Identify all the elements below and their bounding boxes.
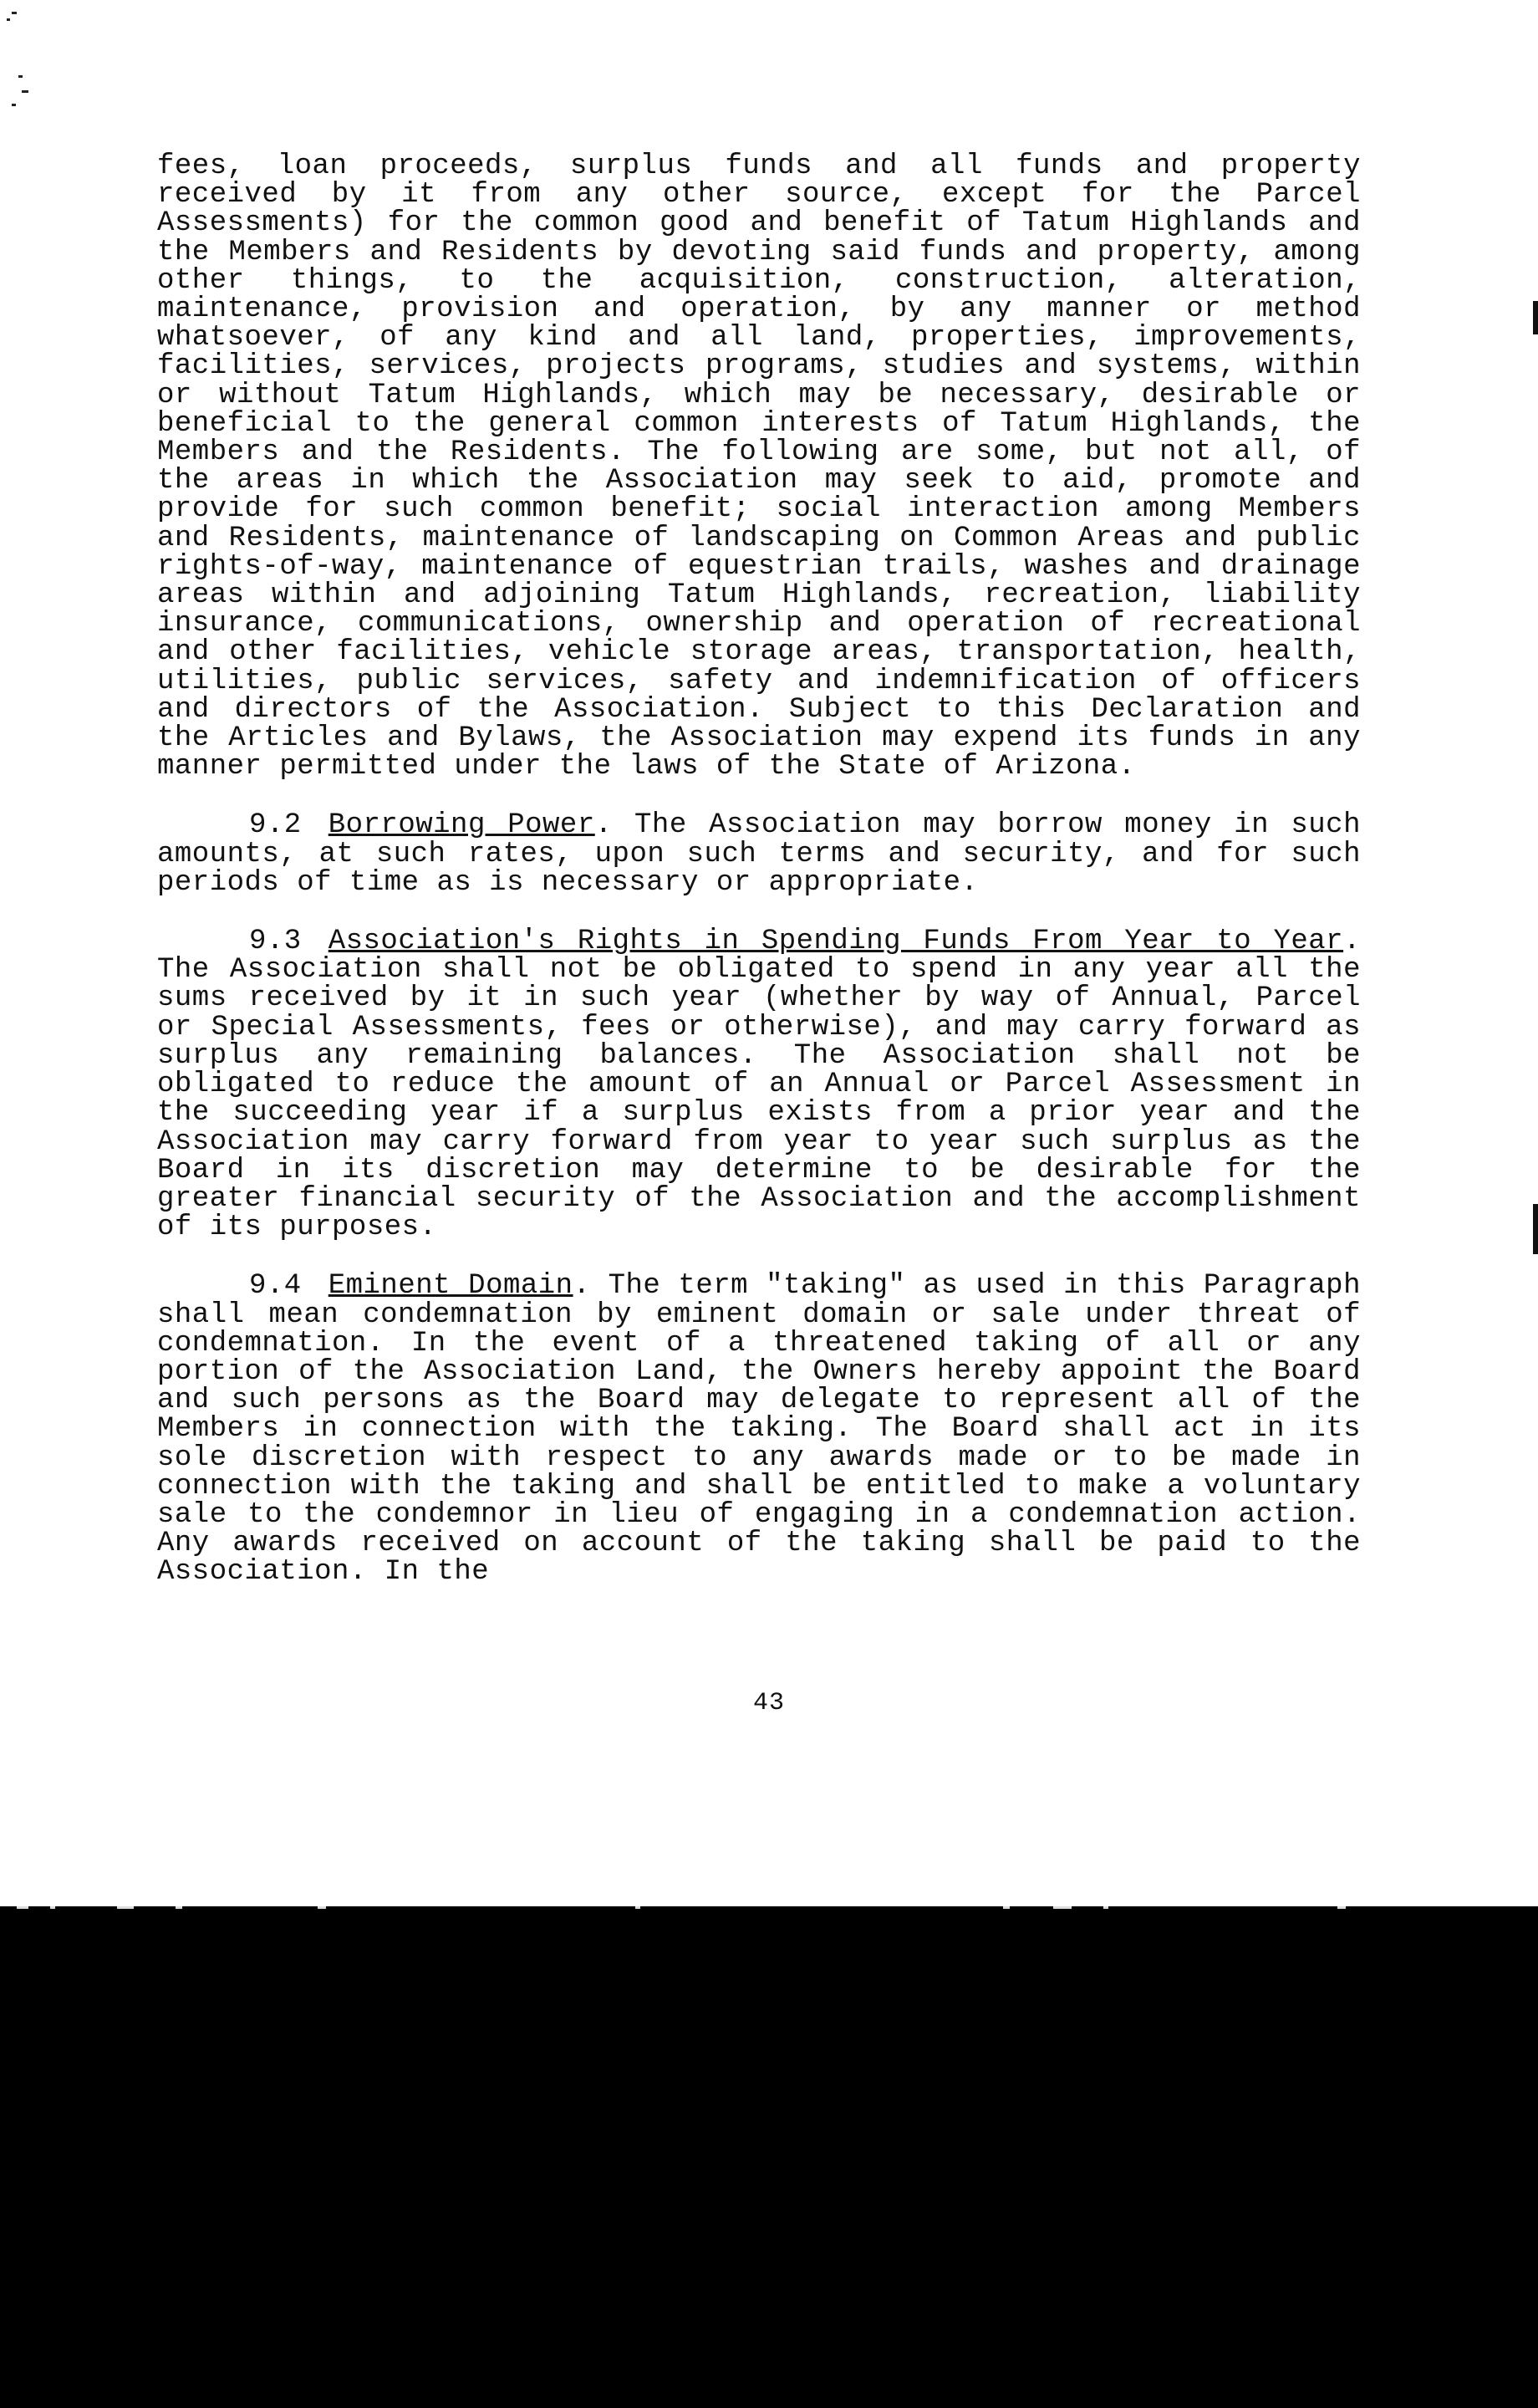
section-number: 9.2 [249,809,302,842]
scan-speck [18,75,23,78]
section-number: 9.3 [249,926,302,958]
scan-edge-mark [1533,301,1538,334]
section-body: . The Association shall not be obligated to spend in any year all the sums received by it in such year (whether by way of Annual, Parcel or Special Assessments, fees or otherwise), and may carry forward as surplus any remaining balances. The Association shall not be obligated to reduce the amount of an Annual or Parcel Assessment in the succeeding year if a surplus exists from a prior year and the Association may carry forward from year to year such surplus as the Board in its discretion may determine to be desirable for the greater financial security of the Association and the accomplishment of its purposes. [157,926,1378,1244]
section-body: . The Association may borrow money in such amounts, at such rates, upon such terms and security, and for such periods of time as is necessary or appropriate. [157,809,1378,899]
scan-noise-strip [0,1906,1538,1918]
section-9-3 [157,926,1378,1244]
document-body [157,150,1378,1617]
scan-speck [22,90,28,93]
scan-speck [12,104,16,106]
scan-speck [7,18,10,21]
section-number: 9.4 [249,1270,302,1303]
scan-edge-mark [1533,1204,1538,1254]
section-body: . The term "taking" as used in this Paragraph shall mean condemnation by eminent domain or sale under threat of condemnation. In the event of a threatened taking of all or any portion of the Association Land, the Owners hereby appoint the Board and such persons as the Board may delegate to represent all of the Members in connection with the taking. The Board shall act in its sole discretion with respect to any awards made or to be made in connection with the taking and shall be entitled to make a voluntary sale to the condemnor in lieu of engaging in a condemnation action. Any awards received on account of the taking shall be paid to the Association. In the [157,1270,1378,1589]
paragraph-intro: fees, loan proceeds, surplus funds and all funds and property received by it from any other source, except for the Parcel Assessments) for the common good and benefit of Tatum Highlands and the Members and Residents by devoting said funds and property, among other things, to the acquisition, construction, alteration, maintenance, provision and operation, by any manner or method whatsoever, of any kind and all land, properties, improvements, facilities, services, projects programs, studies and systems, within or without Tatum Highlands, which may be necessary, desirable or beneficial to the general common interests of Tatum Highlands, the Members and the Residents. The following are some, but not all, of the areas in which the Association may seek to aid, promote and provide for such common benefit; social interaction among Members and Residents, maintenance of landscaping on Common Areas and public rights-of-way, maintenance of equestrian trails, washes and drainage areas within and adjoining Tatum Highlands, recreation, liability insurance, communications, ownership and operation of recreational and other facilities, vehicle storage areas, transportation, health, utilities, public services, safety and indemnification of officers and directors of the Association. Subject to this Declaration and the Articles and Bylaws, the Association may expend its funds in any manner permitted under the laws of the State of Arizona. [157,150,1378,783]
scan-dark-region [0,1906,1538,2408]
section-heading: Association's Rights in Spending Funds From Year to Year [328,926,1344,958]
section-heading: Eminent Domain [328,1270,573,1303]
section-heading: Borrowing Power [328,809,595,842]
section-9-4 [157,1270,1378,1589]
scan-speck [12,12,17,14]
page-number: 43 [752,1689,785,1717]
section-9-2 [157,809,1378,899]
